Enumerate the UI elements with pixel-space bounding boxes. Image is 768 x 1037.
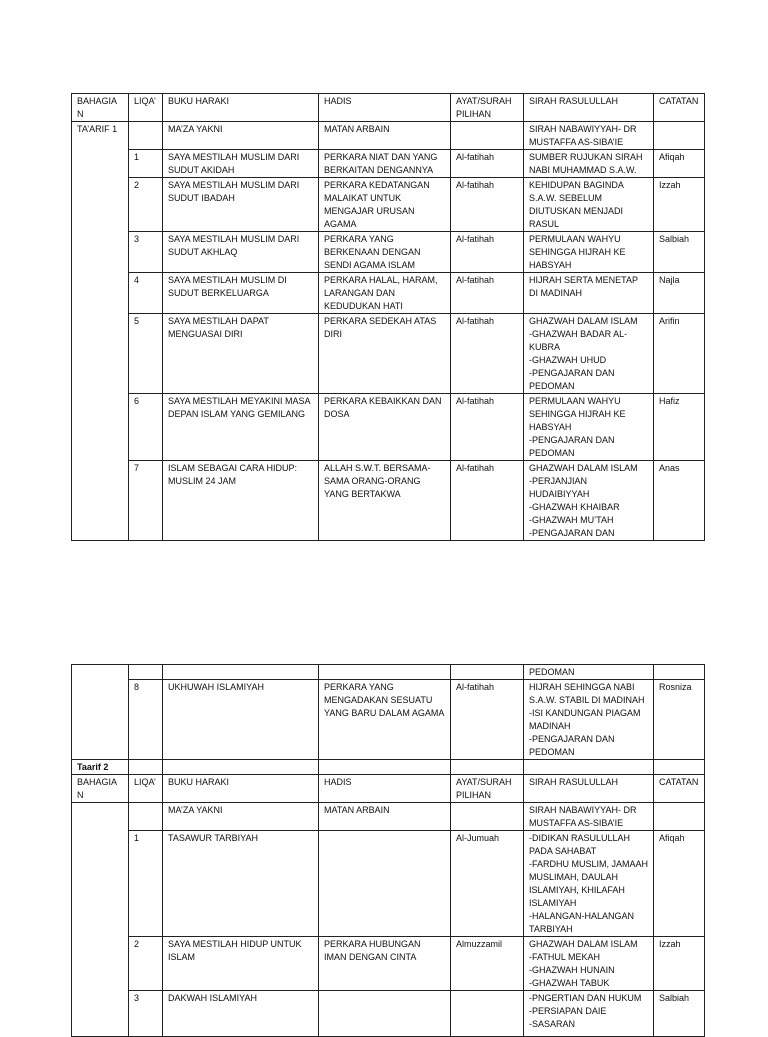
sirah-line: -FARDHU MUSLIM, JAMAAH MUSLIMAH, DAULAH ISLAMIYAH, KHILAFAH ISLAMIYAH: [529, 859, 649, 908]
cell-catatan: Arifin: [654, 314, 705, 394]
cell-hadis: PERKARA HALAL, HARAM, LARANGAN DAN KEDUDUKAN HATI: [319, 273, 451, 314]
section-label: TA’ARIF 1: [72, 122, 129, 541]
header-liqa: LIQA’: [129, 94, 163, 122]
cell-sirah: [524, 314, 654, 394]
sirah-line: GHAZWAH DALAM ISLAM: [529, 939, 638, 949]
sirah-line: KEHIDUPAN BAGINDA S.A.W. SEBELUM DIUTUSKAN MENJADI RASUL: [529, 180, 624, 229]
cell-hadis: PERKARA KEDATANGAN MALAIKAT UNTUK MENGAJAR URUSAN AGAMA: [319, 178, 451, 232]
table-header-row: [72, 775, 705, 803]
table-row: [72, 937, 705, 991]
table-row-intro: [72, 803, 705, 831]
cell-ayat: Al-fatihah: [451, 461, 524, 541]
header-ayat-surah: AYAT/SURAH PILIHAN: [451, 94, 524, 122]
cell-catatan: [654, 803, 705, 831]
cell-catatan: Hafiz: [654, 394, 705, 461]
sirah-line: -SASARAN: [529, 1019, 576, 1029]
table-row: [72, 394, 705, 461]
header-catatan: CATATAN: [654, 775, 705, 803]
cell-catatan: Salbiah: [654, 991, 705, 1037]
header-catatan: CATATAN: [654, 94, 705, 122]
sirah-line: HIJRAH SEHINGGA NABI S.A.W. STABIL DI MADINAH: [529, 682, 645, 705]
cell-ayat: [451, 760, 524, 775]
cell-ayat: Almuzzamil: [451, 937, 524, 991]
cell-sirah: [524, 232, 654, 273]
cell-hadis: [319, 760, 451, 775]
cell-liqa: [129, 760, 163, 775]
header-bahagian: BAHAGIA N: [72, 775, 129, 803]
cell-buku: SAYA MESTILAH MEYAKINI MASA DEPAN ISLAM YANG GEMILANG: [163, 394, 319, 461]
sirah-line: -PERSIAPAN DAIE: [529, 1006, 607, 1016]
sirah-line: -GHAZWAH HUNAIN: [529, 965, 615, 975]
cell-sirah: PEDOMAN: [524, 665, 654, 680]
sirah-line: -GHAZWAH BADAR AL-KUBRA: [529, 329, 628, 352]
cell-catatan: Izzah: [654, 178, 705, 232]
cell-sirah: SIRAH NABAWIYYAH- DR MUSTAFFA AS-SIBA’IE: [524, 803, 654, 831]
sirah-line: -HALANGAN-HALANGAN TARBIYAH: [529, 911, 635, 934]
cell-ayat: [451, 122, 524, 150]
cell-liqa: 2: [129, 937, 163, 991]
sirah-line: -GHAZWAH UHUD: [529, 355, 607, 365]
cell-ayat: Al-fatihah: [451, 150, 524, 178]
section-label: Taarif 2: [72, 760, 129, 775]
cell-liqa: 1: [129, 150, 163, 178]
syllabus-table-taarif-2: [71, 664, 705, 1037]
cell-buku: MA’ZA YAKNI: [163, 803, 319, 831]
header-ayat-surah: AYAT/SURAH PILIHAN: [451, 775, 524, 803]
sirah-line: PERMULAAN WAHYU SEHINGGA HIJRAH KE HABSYAH: [529, 234, 626, 270]
cell-sirah: [524, 831, 654, 937]
cell-sirah: [524, 394, 654, 461]
table-row: [72, 314, 705, 394]
cell-catatan: Afiqah: [654, 150, 705, 178]
cell-ayat: Al-fatihah: [451, 232, 524, 273]
cell-catatan: Izzah: [654, 937, 705, 991]
cell-sirah: [524, 461, 654, 541]
table-header-row: [72, 94, 705, 122]
cell-bahagian: [72, 665, 129, 760]
cell-buku: DAKWAH ISLAMIYAH: [163, 991, 319, 1037]
cell-hadis: MATAN ARBAIN: [319, 803, 451, 831]
cell-sirah: SIRAH NABAWIYYAH- DR MUSTAFFA AS-SIBA’IE: [524, 122, 654, 150]
cell-liqa: 3: [129, 232, 163, 273]
cell-liqa: 6: [129, 394, 163, 461]
cell-hadis: PERKARA YANG MENGADAKAN SESUATU YANG BARU DALAM AGAMA: [319, 680, 451, 760]
cell-sirah: [524, 150, 654, 178]
sirah-line: -ISI KANDUNGAN PIAGAM MADINAH: [529, 708, 641, 731]
cell-buku: UKHUWAH ISLAMIYAH: [163, 680, 319, 760]
syllabus-table-taarif-1: [71, 93, 705, 541]
cell-buku: SAYA MESTILAH MUSLIM DI SUDUT BERKELUARGA: [163, 273, 319, 314]
cell-liqa: 5: [129, 314, 163, 394]
sirah-line: -GHAZWAH TABUK: [529, 978, 610, 988]
sirah-line: -GHAZWAH KHAIBAR: [529, 502, 620, 512]
cell-hadis: PERKARA YANG BERKENAAN DENGAN SENDI AGAMA ISLAM: [319, 232, 451, 273]
cell-liqa: 2: [129, 178, 163, 232]
sirah-line: GHAZWAH DALAM ISLAM: [529, 463, 638, 473]
cell-hadis: PERKARA KEBAIKKAN DAN DOSA: [319, 394, 451, 461]
table-row: [72, 273, 705, 314]
cell-hadis: MATAN ARBAIN: [319, 122, 451, 150]
cell-liqa: 1: [129, 831, 163, 937]
cell-sirah: [524, 273, 654, 314]
cell-sirah: [524, 991, 654, 1037]
cell-buku: SAYA MESTILAH MUSLIM DARI SUDUT AKHLAQ: [163, 232, 319, 273]
cell-buku: TASAWUR TARBIYAH: [163, 831, 319, 937]
header-buku-haraki: BUKU HARAKI: [163, 94, 319, 122]
cell-hadis: [319, 831, 451, 937]
header-bahagian: BAHAGIA N: [72, 94, 129, 122]
cell-hadis: PERKARA NIAT DAN YANG BERKAITAN DENGANNYA: [319, 150, 451, 178]
sirah-line: HIJRAH SERTA MENETAP DI MADINAH: [529, 275, 638, 298]
table-row-continued: [72, 665, 705, 680]
table-row-intro: [72, 122, 705, 150]
sirah-line: -PENGAJARAN DAN PEDOMAN: [529, 368, 615, 391]
cell-liqa: [129, 665, 163, 680]
cell-catatan: Rosniza: [654, 680, 705, 760]
sirah-line: -PENGAJARAN DAN: [529, 528, 615, 538]
table-row: [72, 178, 705, 232]
cell-catatan: Afiqah: [654, 831, 705, 937]
table-row: [72, 991, 705, 1037]
section-title-row: [72, 760, 705, 775]
sirah-line: -GHAZWAH MU’TAH: [529, 515, 614, 525]
cell-liqa: 8: [129, 680, 163, 760]
sirah-line: -DIDIKAN RASULULLAH PADA SAHABAT: [529, 833, 631, 856]
table-row: [72, 680, 705, 760]
cell-liqa: 3: [129, 991, 163, 1037]
cell-liqa: 4: [129, 273, 163, 314]
cell-catatan: Najla: [654, 273, 705, 314]
cell-buku: ISLAM SEBAGAI CARA HIDUP: MUSLIM 24 JAM: [163, 461, 319, 541]
cell-ayat: Al-Jumuah: [451, 831, 524, 937]
cell-liqa: [129, 803, 163, 831]
cell-bahagian: [72, 803, 129, 1037]
cell-sirah: [524, 178, 654, 232]
sirah-line: GHAZWAH DALAM ISLAM: [529, 316, 638, 326]
cell-buku: SAYA MESTILAH MUSLIM DARI SUDUT AKIDAH: [163, 150, 319, 178]
sirah-line: -PNGERTIAN DAN HUKUM: [529, 993, 642, 1003]
cell-catatan: [654, 760, 705, 775]
header-sirah: SIRAH RASULULLAH: [524, 94, 654, 122]
cell-hadis: PERKARA SEDEKAH ATAS DIRI: [319, 314, 451, 394]
cell-liqa: 7: [129, 461, 163, 541]
table-row: [72, 461, 705, 541]
cell-hadis: ALLAH S.W.T. BERSAMA-SAMA ORANG-ORANG YANG BERTAKWA: [319, 461, 451, 541]
cell-buku: SAYA MESTILAH HIDUP UNTUK ISLAM: [163, 937, 319, 991]
sirah-line: PERMULAAN WAHYU SEHINGGA HIJRAH KE HABSYAH: [529, 396, 626, 432]
cell-catatan: [654, 122, 705, 150]
cell-buku: [163, 760, 319, 775]
sirah-line: SUMBER RUJUKAN SIRAH NABI MUHAMMAD S.A.W.: [529, 152, 643, 175]
cell-ayat: [451, 803, 524, 831]
table-row: [72, 232, 705, 273]
cell-hadis: [319, 665, 451, 680]
table-row: [72, 831, 705, 937]
cell-sirah: [524, 680, 654, 760]
header-hadis: HADIS: [319, 775, 451, 803]
cell-buku: [163, 665, 319, 680]
cell-buku: SAYA MESTILAH DAPAT MENGUASAI DIRI: [163, 314, 319, 394]
header-hadis: HADIS: [319, 94, 451, 122]
table-row: [72, 150, 705, 178]
header-sirah: SIRAH RASULULLAH: [524, 775, 654, 803]
cell-liqa: [129, 122, 163, 150]
sirah-line: -FATHUL MEKAH: [529, 952, 601, 962]
cell-catatan: [654, 665, 705, 680]
sirah-line: -PERJANJIAN HUDAIBIYYAH: [529, 476, 590, 499]
cell-ayat: Al-fatihah: [451, 178, 524, 232]
header-liqa: LIQA’: [129, 775, 163, 803]
cell-hadis: [319, 991, 451, 1037]
cell-sirah: [524, 760, 654, 775]
header-buku-haraki: BUKU HARAKI: [163, 775, 319, 803]
sirah-line: -PENGAJARAN DAN PEDOMAN: [529, 435, 615, 458]
cell-buku: MA’ZA YAKNI: [163, 122, 319, 150]
cell-buku: SAYA MESTILAH MUSLIM DARI SUDUT IBADAH: [163, 178, 319, 232]
sirah-line: -PENGAJARAN DAN PEDOMAN: [529, 734, 615, 757]
cell-ayat: [451, 665, 524, 680]
cell-ayat: Al-fatihah: [451, 314, 524, 394]
cell-ayat: Al-fatihah: [451, 394, 524, 461]
cell-hadis: PERKARA HUBUNGAN IMAN DENGAN CINTA: [319, 937, 451, 991]
cell-catatan: Salbiah: [654, 232, 705, 273]
cell-ayat: Al-fatihah: [451, 680, 524, 760]
cell-catatan: Anas: [654, 461, 705, 541]
cell-ayat: [451, 991, 524, 1037]
cell-sirah: [524, 937, 654, 991]
cell-ayat: Al-fatihah: [451, 273, 524, 314]
